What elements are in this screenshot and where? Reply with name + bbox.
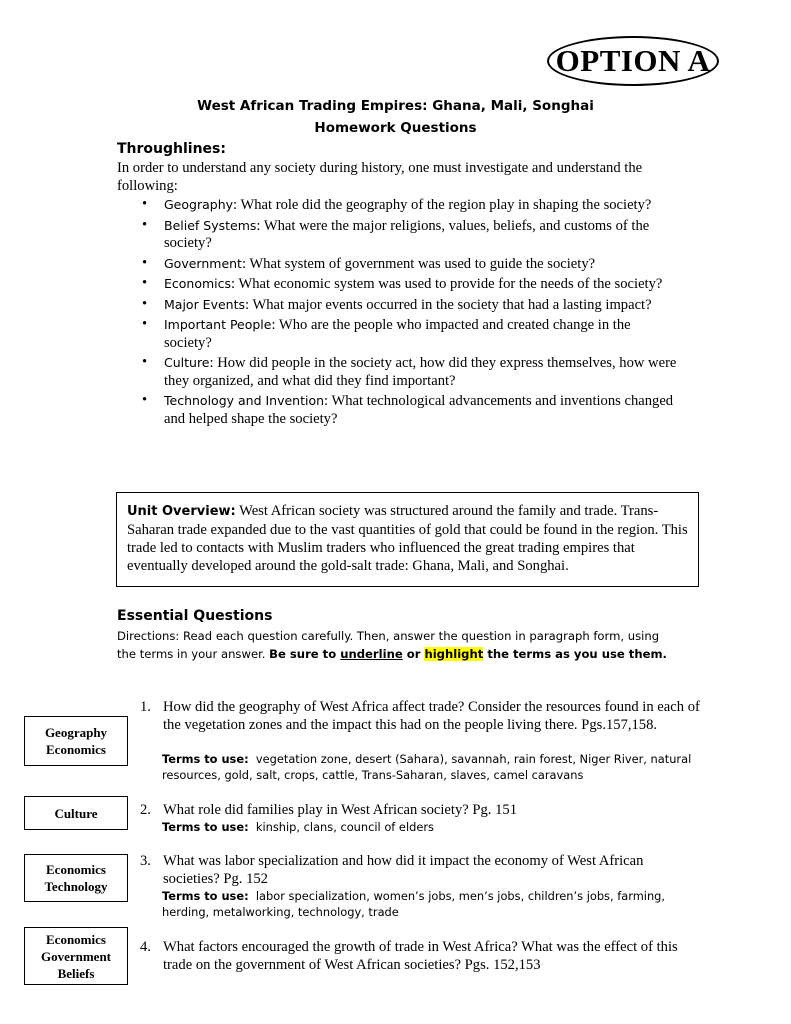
- terms-label: Terms to use:: [162, 820, 249, 834]
- list-item: [117, 217, 677, 253]
- throughline-text: : What economic system was used to provide for the needs of the society?: [231, 276, 663, 292]
- throughline-text: : Who are the people who impacted and created change in the society?: [164, 317, 631, 351]
- tag-line: Economics: [46, 931, 106, 947]
- bullet-icon: •: [142, 216, 148, 233]
- bullet-icon: •: [142, 354, 148, 370]
- question-terms: [162, 751, 702, 783]
- bullet-icon: •: [142, 254, 148, 271]
- throughlines-heading: Throughlines:: [117, 141, 226, 157]
- throughlines-list: [117, 196, 677, 430]
- tag-line: Technology: [44, 879, 108, 894]
- question-number: 3.: [140, 853, 151, 869]
- bullet-icon: •: [142, 196, 148, 212]
- document-subtitle: Homework Questions: [314, 120, 477, 136]
- throughline-text: : What system of government was used to guide the society?: [241, 255, 596, 272]
- question-terms: [162, 819, 702, 835]
- bullet-icon: •: [142, 275, 148, 291]
- question-terms: [162, 888, 702, 920]
- bullet-icon: •: [142, 316, 148, 332]
- option-label-badge: OPTION A: [547, 36, 719, 86]
- question-3: [140, 852, 700, 888]
- question-text: What was labor specialization and how did it impact the economy of West African societies? Pg. 152: [163, 853, 644, 887]
- question-tag-box: [24, 796, 128, 830]
- question-number: 4.: [140, 939, 151, 955]
- tag-line: Beliefs: [57, 965, 95, 981]
- list-item: [117, 255, 677, 274]
- list-item: [117, 392, 677, 428]
- question-text: What factors encouraged the growth of trade in West Africa? What was the effect of this trade on the government of West African societies? Pgs. 152,153: [163, 939, 678, 973]
- list-item: [117, 275, 677, 294]
- bullet-icon: •: [142, 295, 148, 312]
- tag-line: Culture: [54, 805, 98, 821]
- question-number: 1.: [140, 699, 151, 715]
- question-text: How did the geography of West Africa affect trade? Consider the resources found in each of the vegetation zones and the impact this had on the people living there. Pgs.157,158.: [163, 699, 700, 733]
- list-item: [117, 296, 677, 315]
- bullet-icon: •: [142, 392, 148, 408]
- unit-overview-label: Unit Overview:: [127, 504, 236, 519]
- directions-text: [117, 627, 677, 663]
- unit-overview-text: West African society was structured around the family and trade. Trans-Saharan trade expanded due to the vast quantities of gold that could be found in the region. This trade led to contacts with Muslim traders who influenced the great trading empires that eventually developed around the gold-salt trade: Ghana, Mali, and Songhai.: [127, 503, 688, 574]
- directions-bold: or: [402, 647, 425, 661]
- question-text: What role did families play in West African society? Pg. 151: [163, 802, 517, 818]
- throughline-text: : What role did the geography of the region play in shaping the society?: [233, 197, 652, 213]
- terms-label: Terms to use:: [162, 752, 249, 766]
- throughline-text: : How did people in the society act, how did they express themselves, how were they organized, and what did they find important?: [164, 355, 677, 389]
- tag-line: Economics: [46, 862, 106, 877]
- essential-questions-heading: Essential Questions: [117, 608, 273, 624]
- directions-bold: the terms as you use them.: [483, 647, 667, 661]
- question-tag-box: [24, 716, 128, 766]
- question-tag-box: [24, 854, 128, 902]
- unit-overview-box: [116, 492, 699, 587]
- terms-list: labor specialization, women’s jobs, men’s jobs, children’s jobs, farming, herding, metalworking, technology, trade: [162, 889, 666, 919]
- list-item: [117, 316, 677, 352]
- throughline-text: : What were the major religions, values, beliefs, and customs of the society?: [164, 217, 650, 251]
- list-item: [117, 354, 677, 390]
- throughline-term: Major Events: [164, 296, 245, 312]
- question-2: [140, 801, 700, 819]
- directions-plain: Directions: Read each question carefully. Then, answer the question in paragraph form, using the terms in your answer.: [117, 629, 660, 661]
- tag-line: Economics: [46, 742, 106, 757]
- question-4: [140, 938, 700, 974]
- throughline-term: Technology and Invention: [164, 393, 325, 408]
- terms-list: kinship, clans, council of elders: [255, 820, 434, 834]
- tag-line: Government: [40, 948, 112, 964]
- question-number: 2.: [140, 802, 151, 818]
- list-item: [117, 196, 677, 215]
- throughline-term: Culture: [164, 355, 210, 370]
- throughline-text: : What technological advancements and inventions changed and helped shape the society?: [164, 393, 674, 427]
- directions-bold: Be sure to: [269, 647, 341, 661]
- directions-highlight: highlight: [424, 647, 484, 661]
- document-title: West African Trading Empires: Ghana, Mali, Songhai: [197, 98, 594, 114]
- throughline-term: Geography: [164, 197, 234, 212]
- throughline-text: : What major events occurred in the society that had a lasting impact?: [245, 296, 652, 313]
- throughline-term: Important People: [164, 317, 272, 332]
- terms-list: vegetation zone, desert (Sahara), savannah, rain forest, Niger River, natural resources, gold, salt, crops, cattle, Trans-Saharan, slaves, camel caravans: [162, 752, 692, 782]
- throughline-term: Economics: [164, 276, 232, 291]
- terms-label: Terms to use:: [162, 889, 249, 903]
- question-1: [140, 698, 700, 734]
- throughline-term: Belief Systems: [164, 217, 257, 233]
- throughlines-intro: In order to understand any society during history, one must investigate and understand the following:: [117, 160, 643, 194]
- throughline-term: Government: [164, 255, 242, 271]
- directions-underline: underline: [340, 647, 403, 661]
- tag-line: Geography: [44, 725, 108, 740]
- question-tag-box: [24, 927, 128, 985]
